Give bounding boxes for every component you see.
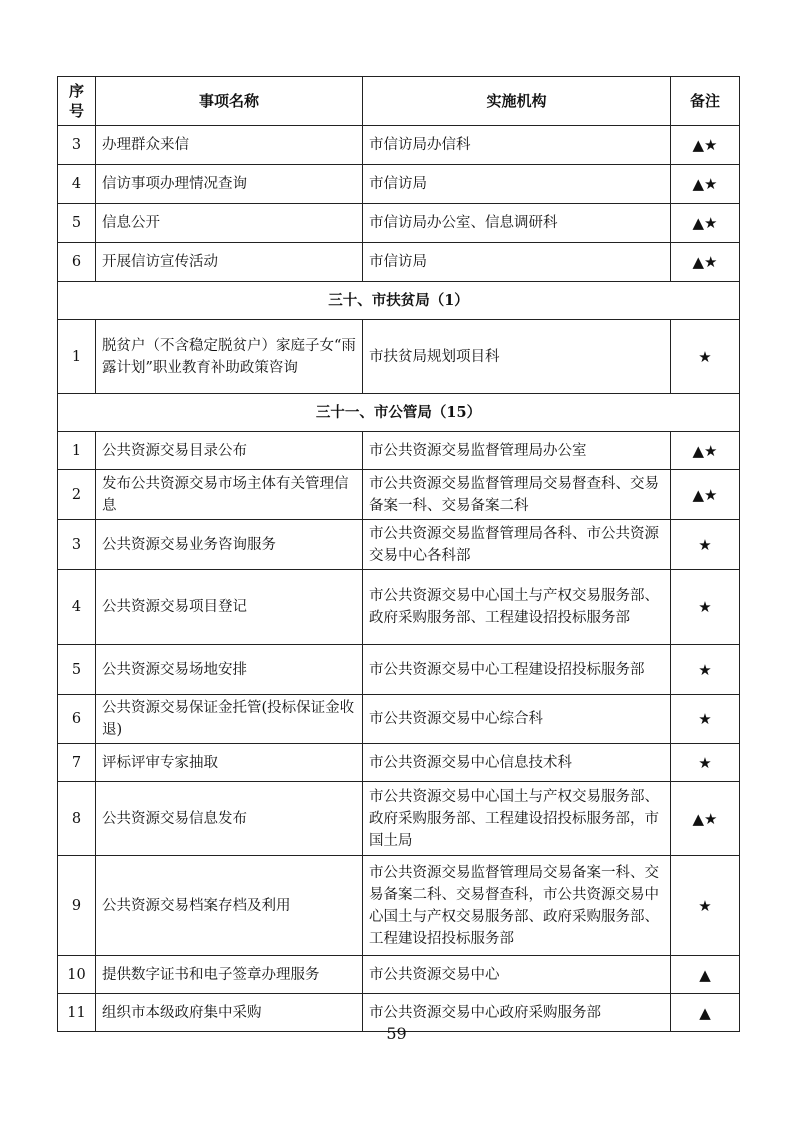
row-agency: 市信访局 <box>363 243 671 282</box>
row-name: 公共资源交易信息发布 <box>96 782 363 856</box>
section-title: 三十、市扶贫局（1） <box>58 282 740 320</box>
row-note: ★ <box>671 695 740 744</box>
service-items-table <box>57 76 740 1032</box>
row-no: 5 <box>58 204 96 243</box>
table-row <box>58 645 740 695</box>
row-no: 9 <box>58 856 96 956</box>
row-note: ▲★ <box>671 243 740 282</box>
row-note: ▲ <box>671 956 740 994</box>
row-note: ★ <box>671 320 740 394</box>
row-note: ★ <box>671 744 740 782</box>
row-agency: 市公共资源交易中心政府采购服务部 <box>363 994 671 1032</box>
row-no: 11 <box>58 994 96 1032</box>
table-row <box>58 782 740 856</box>
row-no: 5 <box>58 645 96 695</box>
row-agency: 市公共资源交易监督管理局各科、市公共资源交易中心各科部 <box>363 520 671 570</box>
row-name: 公共资源交易目录公布 <box>96 432 363 470</box>
row-name: 办理群众来信 <box>96 126 363 165</box>
table-row <box>58 520 740 570</box>
table-row <box>58 856 740 956</box>
table-row <box>58 956 740 994</box>
row-name: 公共资源交易场地安排 <box>96 645 363 695</box>
row-note: ★ <box>671 856 740 956</box>
row-no: 1 <box>58 432 96 470</box>
table-row <box>58 165 740 204</box>
table-row <box>58 432 740 470</box>
row-agency: 市公共资源交易中心国土与产权交易服务部、政府采购服务部、工程建设招投标服务部，市国土局 <box>363 782 671 856</box>
row-agency: 市信访局 <box>363 165 671 204</box>
row-name: 脱贫户（不含稳定脱贫户）家庭子女“雨露计划”职业教育补助政策咨询 <box>96 320 363 394</box>
table-row <box>58 204 740 243</box>
row-name: 公共资源交易档案存档及利用 <box>96 856 363 956</box>
header-note: 备注 <box>671 77 740 126</box>
table-row <box>58 570 740 645</box>
row-no: 4 <box>58 165 96 204</box>
row-no: 6 <box>58 695 96 744</box>
row-no: 1 <box>58 320 96 394</box>
header-name: 事项名称 <box>96 77 363 126</box>
row-note: ▲★ <box>671 432 740 470</box>
row-note: ▲★ <box>671 782 740 856</box>
row-note: ▲ <box>671 994 740 1032</box>
row-note: ▲★ <box>671 470 740 520</box>
row-note: ★ <box>671 570 740 645</box>
row-agency: 市公共资源交易监督管理局交易督查科、交易备案一科、交易备案二科 <box>363 470 671 520</box>
table-row <box>58 470 740 520</box>
row-note: ▲★ <box>671 126 740 165</box>
row-agency: 市公共资源交易中心 <box>363 956 671 994</box>
row-no: 3 <box>58 520 96 570</box>
row-agency: 市公共资源交易中心综合科 <box>363 695 671 744</box>
row-agency: 市公共资源交易监督管理局办公室 <box>363 432 671 470</box>
section-row <box>58 282 740 320</box>
header-no: 序号 <box>58 77 96 126</box>
row-name: 信息公开 <box>96 204 363 243</box>
row-agency: 市信访局办信科 <box>363 126 671 165</box>
row-note: ★ <box>671 520 740 570</box>
row-no: 10 <box>58 956 96 994</box>
row-agency: 市公共资源交易中心工程建设招投标服务部 <box>363 645 671 695</box>
row-no: 8 <box>58 782 96 856</box>
row-note: ▲★ <box>671 204 740 243</box>
row-agency: 市信访局办公室、信息调研科 <box>363 204 671 243</box>
row-name: 公共资源交易项目登记 <box>96 570 363 645</box>
row-name: 评标评审专家抽取 <box>96 744 363 782</box>
row-note: ▲★ <box>671 165 740 204</box>
row-no: 3 <box>58 126 96 165</box>
row-name: 公共资源交易业务咨询服务 <box>96 520 363 570</box>
row-name: 公共资源交易保证金托管(投标保证金收退) <box>96 695 363 744</box>
row-name: 开展信访宣传活动 <box>96 243 363 282</box>
row-agency: 市公共资源交易监督管理局交易备案一科、交易备案二科、交易督查科，市公共资源交易中心国土与产权交易服务部、政府采购服务部、工程建设招投标服务部 <box>363 856 671 956</box>
table-header-row <box>58 77 740 126</box>
row-agency: 市公共资源交易中心信息技术科 <box>363 744 671 782</box>
section-row <box>58 394 740 432</box>
table-row <box>58 744 740 782</box>
table-row <box>58 126 740 165</box>
table-row <box>58 320 740 394</box>
row-no: 2 <box>58 470 96 520</box>
row-no: 6 <box>58 243 96 282</box>
row-no: 7 <box>58 744 96 782</box>
row-no: 4 <box>58 570 96 645</box>
row-name: 组织市本级政府集中采购 <box>96 994 363 1032</box>
row-name: 发布公共资源交易市场主体有关管理信息 <box>96 470 363 520</box>
header-agency: 实施机构 <box>363 77 671 126</box>
table-row <box>58 243 740 282</box>
page-number: 59 <box>386 1024 407 1043</box>
row-name: 信访事项办理情况查询 <box>96 165 363 204</box>
row-name: 提供数字证书和电子签章办理服务 <box>96 956 363 994</box>
row-note: ★ <box>671 645 740 695</box>
table-row <box>58 695 740 744</box>
section-title: 三十一、市公管局（15） <box>58 394 740 432</box>
row-agency: 市公共资源交易中心国土与产权交易服务部、政府采购服务部、工程建设招投标服务部 <box>363 570 671 645</box>
row-agency: 市扶贫局规划项目科 <box>363 320 671 394</box>
